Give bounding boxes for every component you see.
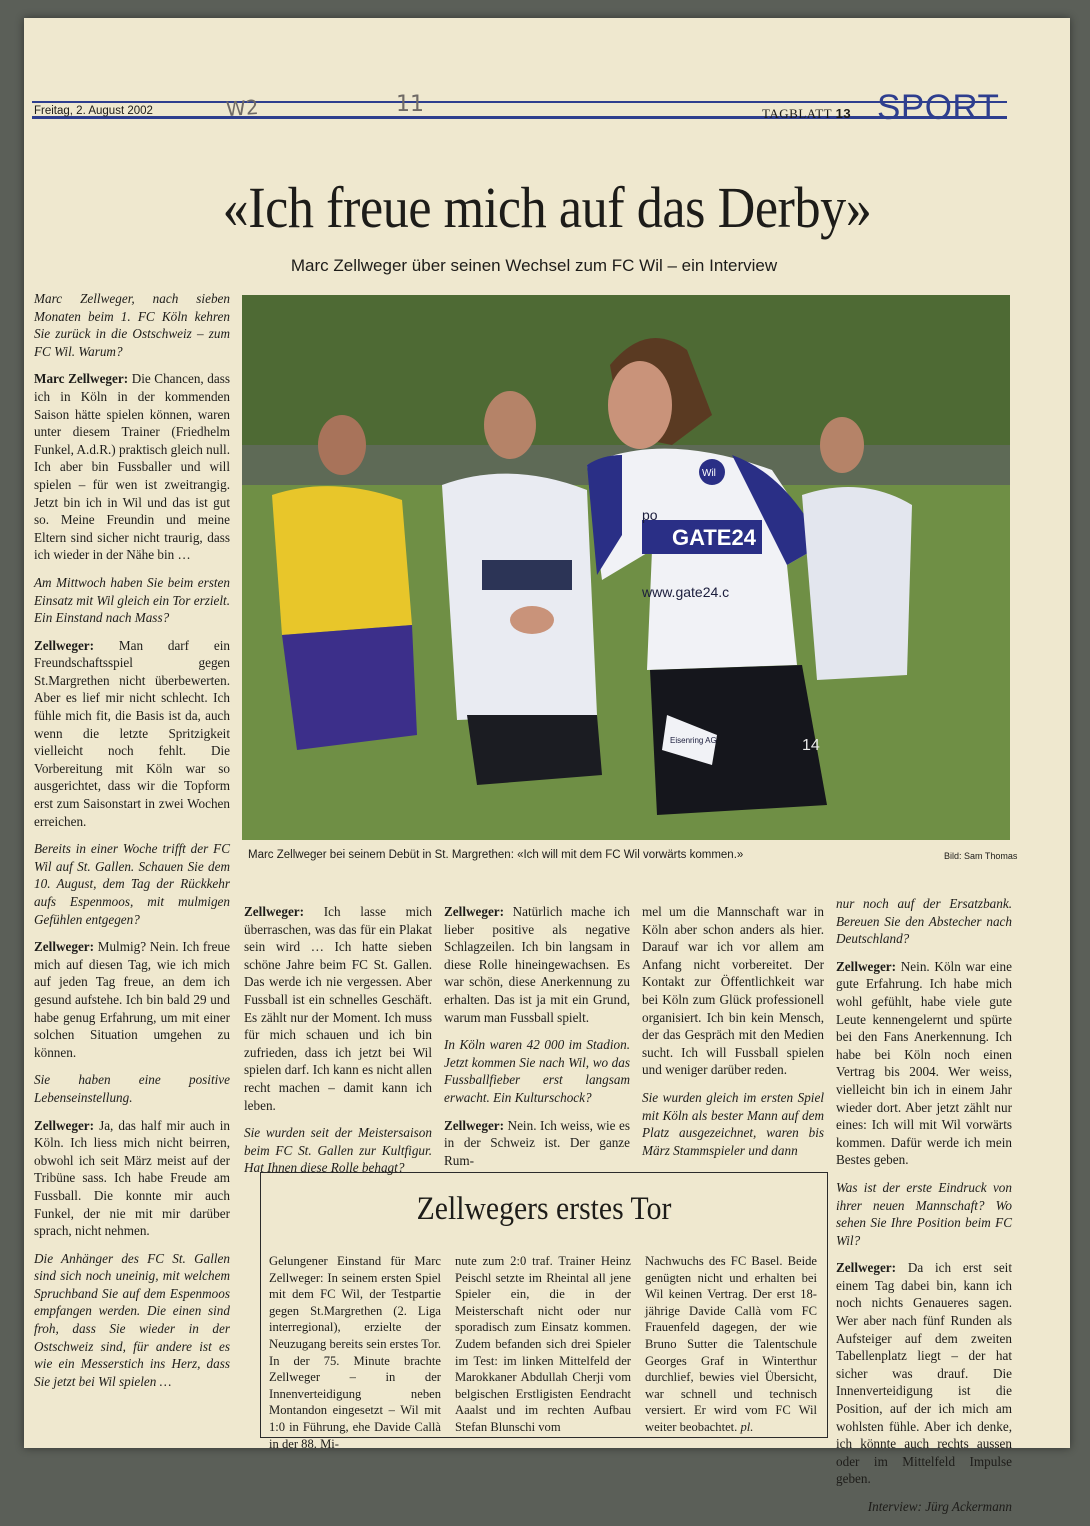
interview-question: Sie wurden seit der Meistersaison beim FC St. Gallen zur Kultfigur. Hat Ihnen diese Rolle behagt? (244, 1125, 432, 1176)
box-paragraph-1: Gelungener Einstand für Marc Zellweger: In seinem ersten Spiel mit dem FC Wil, der Testpartie gegen St.Margrethen (2. Liga interregional), erzielte der Neuzugang bereits sein erstes Tor. In der 75. Minute brachte Zellweger – in der Innenverteidigung neben Montandon eingesetzt – Wil mit 1:0 in Führung, ehe Davide Callà in der 88. Mi- (269, 1254, 442, 1451)
page-number: 13 (835, 106, 852, 121)
issue-date: Freitag, 2. August 2002 (34, 105, 153, 117)
shorts-sponsor-text: Eisenring AG (670, 736, 717, 745)
box-paragraph-2: nute zum 2:0 traf. Trainer Heinz Peischl setzte im Rheintal all jene Spieler ein, die in der Meisterschaft nicht oder nur sporadisch zum Einsatz kommen. Zudem befanden sich drei Spieler im Test: im linken Mittelfeld der Marokkaner Abdullah Cherji vom belgischen Erstligisten Eendracht Aaalst und im rechten Aufbau Stefan Blunschi vom (455, 1254, 631, 1434)
column-2 (244, 903, 432, 1187)
column-1 (34, 290, 230, 1400)
player-middle-sponsor (482, 560, 572, 590)
interview-answer (34, 938, 230, 1061)
interview-question: Was ist der erste Eindruck von ihrer neuen Mannschaft? Wo sehen Sie Ihre Position beim FC Wil? (836, 1179, 1012, 1248)
info-box (260, 1172, 828, 1451)
shirt-text: po (642, 507, 658, 523)
newspaper-page (24, 18, 1070, 1514)
interview-question: Die Anhänger des FC St. Gallen sind sich noch uneinig, mit welchem Spruchband Sie auf dem Espenmoos empfangen werden. Die einen sind froh, dass Sie wieder in der Ostschweiz sind, für andere ist es wie ein Messerstich ins Herz, dass Sie jetzt bei Wil spielen … (34, 1250, 230, 1389)
answer-text: Die Chancen, dass ich in Köln in der kommenden Saison hätte spielen können, waren unter diesem Trainer (Friedhelm Funkel, A.d.R.) praktisch gleich null. Ich aber bin Fussballer und will spielen – für wen ist zweitrangig. Jetzt bin ich in Wil und das ist gut so. Meine Freundin und meine Eltern sind sicher nicht traurig, dass ich wieder in der Nähe bin … (34, 371, 230, 563)
answer-text: Ja, das half mir auch in Köln. Ich liess mich nicht beirren, obwohl ich seit März meist auf der Tribüne sass. Ich habe Freude am Fussball. Die konnte mir auch Funkel, der nie mit mir darüber sprach, nicht nehmen. (34, 1117, 230, 1239)
answer-text: Da ich erst seit einem Tag dabei bin, kann ich noch nichts Genaueres sagen. Wer aber nach fünf Runden als Aufsteiger auf dem zweiten Tabellenplatz liegt – der hat sicher was drauf. Die Innenverteidigung ist die Position, auf der ich mich am wohlsten fühle. Aber ich denke, ich könnte auch rechts aussen oder im Mittelfeld Impulse geben. (836, 1260, 1012, 1487)
paper-title: TAGBLATT (762, 106, 832, 121)
box-column-2 (455, 1253, 631, 1446)
photo-illustration (242, 295, 1010, 840)
header-rule-bottom (32, 116, 1007, 119)
interview-question: In Köln waren 42 000 im Stadion. Jetzt kommen Sie nach Wil, wo das Fussballfieber erst langsam erwacht. Ein Kulturschock? (444, 1037, 630, 1105)
box-column-1 (269, 1253, 441, 1462)
interview-answer (836, 958, 1012, 1169)
answer-text: Man darf ein Freundschaftsspiel gegen St.Margrethen nicht überbewerten. Aber es lief mir nicht schlecht. Ich fühle mich fit, die Basis ist da, auch wenn die letzte Spritzigkeit vielleicht noch fehlt. Die Vorbereitung mit Köln war so ausgerichtet, dass wir die Topform erst zum Saisonstart in zwei Wochen erreichen. (34, 637, 230, 829)
sponsor-name: GATE24 (672, 525, 756, 550)
column-5 (836, 895, 1012, 1526)
answer-text: Mulmig? Nein. Ich freue mich auf diesen Tag, wie ich mich auf jeden Tag freue, an dem ich gesund aufstehe. Ich bin bald 29 und habe genug Erfahrung, um mit einer solchen Situation umgehen zu können. (34, 939, 230, 1060)
column-3 (444, 903, 630, 1179)
speaker-name: Zellweger: (34, 939, 95, 955)
column-4 (642, 903, 824, 1169)
speaker-name: Zellweger: (836, 1260, 897, 1276)
player-middle-head (484, 391, 536, 459)
handwritten-note-2: 11 (396, 92, 424, 117)
speaker-name: Zellweger: (444, 904, 505, 919)
box-signature: pl. (740, 1419, 754, 1434)
main-player-hand (510, 606, 554, 634)
subheadline: Marc Zellweger über seinen Wechsel zum FC Wil – ein Interview (290, 256, 778, 275)
interview-question: Bereits in einer Woche trifft der FC Wil auf St. Gallen. Schauen Sie dem 10. August, dem Tag der Rückkehr aufs Espenmoos, mit mulmigen Gefühlen entgegen? (34, 841, 230, 927)
box-paragraph-3-text: Nachwuchs des FC Basel. Beide genügten nicht und erhalten bei Wil keinen Vertrag. Der erst 18-jährige Davide Callà vom FC Frauenfeld dagegen, der wie Bruno Sutter die Talentschule Georges Graf in Winterthur durchlief, bewies viel Übersicht, war schnell und technisch versiert. Er wird vom FC Wil weiter beobachtet. (645, 1254, 817, 1434)
answer-text: Nein. Köln war eine gute Erfahrung. Ich habe mich wohl gefühlt, habe viele gute Leute kennengelernt und spürte bei den Fans Anerkennung. Ich habe bei Köln noch einen Vertrag bis 2004. Wer weiss, vielleicht bin ich in einem Jahr wieder dort. Aber jetzt zählt nur eines: Ich will mit Wil vorwärts kommen. Dafür werde ich mein Bestes geben. (836, 958, 1012, 1168)
paper-name (762, 106, 851, 122)
player-middle-shirt (442, 474, 597, 720)
answer-text: Natürlich mache ich lieber positive als negative Schlagzeilen. Ich bin langsam in diese Rolle hineingewachsen. Es war schön, diese Anerkennung zu erhalten. Das ist ja mit ein Grund, warum man Fussball spielt. (444, 904, 630, 1025)
interview-answer (642, 903, 824, 1079)
speaker-name: Zellweger: (244, 904, 305, 919)
speaker-name: Zellweger: (836, 958, 897, 974)
interview-answer (34, 370, 230, 564)
interview-answer (34, 637, 230, 831)
photo-caption: Marc Zellweger bei seinem Debüt in St. Margrethen: «Ich will mit dem FC Wil vorwärts kommen.» (248, 849, 744, 861)
interview-question: nur noch auf der Ersatzbank. Bereuen Sie den Abstecher nach Deutschland? (836, 896, 1012, 947)
answer-text: Nein. Ich weiss, wie es in der Schweiz ist. Der ganze Rum- (444, 1117, 630, 1168)
shirt-number: 14 (802, 737, 820, 754)
speaker-name: Marc Zellweger: (34, 371, 129, 387)
headline: «Ich freue mich auf das Derby» (222, 175, 872, 240)
box-paragraph-3 (645, 1253, 817, 1436)
interview-question: Sie haben eine positive Lebenseinstellung. (34, 1072, 230, 1105)
answer-text: Ich lasse mich überraschen, was das für ein Plakat sein wird … Ich hatte sieben schöne Jahre beim FC St. Gallen. Das werde ich nie vergessen. Aber Fussball ist ein schnelles Geschäft. Es zählt nur der Moment. Ich muss für mich schauen und ich bin zufrieden, dass ich jetzt bei Wil spielen darf. Ich kann es nicht allen recht machen – damit kann ich leben. (244, 904, 432, 1113)
player-left-shorts (282, 625, 417, 750)
interview-answer (836, 1259, 1012, 1488)
answer-text: mel um die Mannschaft war in Köln aber schon anders als hier. Darauf war ich vor allem am Anfang nicht vorbereitet. Der Kontakt zur Öffentlichkeit war bei Köln zum Glück professionell organisiert. Ich bin kein Mensch, der das Gespräch mit den Medien sucht. Ich will Fussball spielen und weniger darüber reden. (642, 904, 824, 1078)
interview-question: Am Mittwoch haben Sie beim ersten Einsatz mit Wil gleich ein Tor erzielt. Ein Einstand nach Mass? (34, 574, 230, 626)
section-label: SPORT (877, 88, 1000, 127)
player-left-head (318, 415, 366, 475)
club-badge-label: Wil (702, 468, 716, 479)
player-left-shirt (272, 486, 412, 635)
player-right-shirt (802, 487, 912, 680)
speaker-name: Zellweger: (34, 637, 95, 653)
handwritten-note-1: W2 (225, 94, 260, 122)
main-player-face (608, 361, 672, 449)
interview-answer (34, 1117, 230, 1240)
photo-credit: Bild: Sam Thomas (944, 851, 1018, 861)
interview-answer (244, 903, 432, 1114)
interview-answer (444, 1117, 630, 1170)
match-photo (242, 295, 1010, 840)
interview-question: Marc Zellweger, nach sieben Monaten beim 1. FC Köln kehren Sie zurück in die Ostschweiz – zum FC Wil. Warum? (34, 291, 230, 359)
speaker-name: Zellweger: (34, 1117, 95, 1133)
box-column-3 (645, 1253, 817, 1446)
header-rule-top (32, 101, 1007, 103)
box-title: Zellwegers erstes Tor (416, 1191, 672, 1227)
sponsor-url: www.gate24.c (642, 584, 730, 600)
interview-question: Sie wurden gleich im ersten Spiel mit Köln als bester Mann auf dem Platz ausgezeichnet, waren bis März Stammspieler und dann (642, 1089, 824, 1158)
speaker-name: Zellweger: (444, 1117, 505, 1133)
player-middle-shorts (467, 715, 602, 785)
interview-byline: Interview: Jürg Ackermann (867, 1499, 1012, 1514)
interview-answer (444, 903, 630, 1026)
player-right-head (820, 417, 864, 473)
